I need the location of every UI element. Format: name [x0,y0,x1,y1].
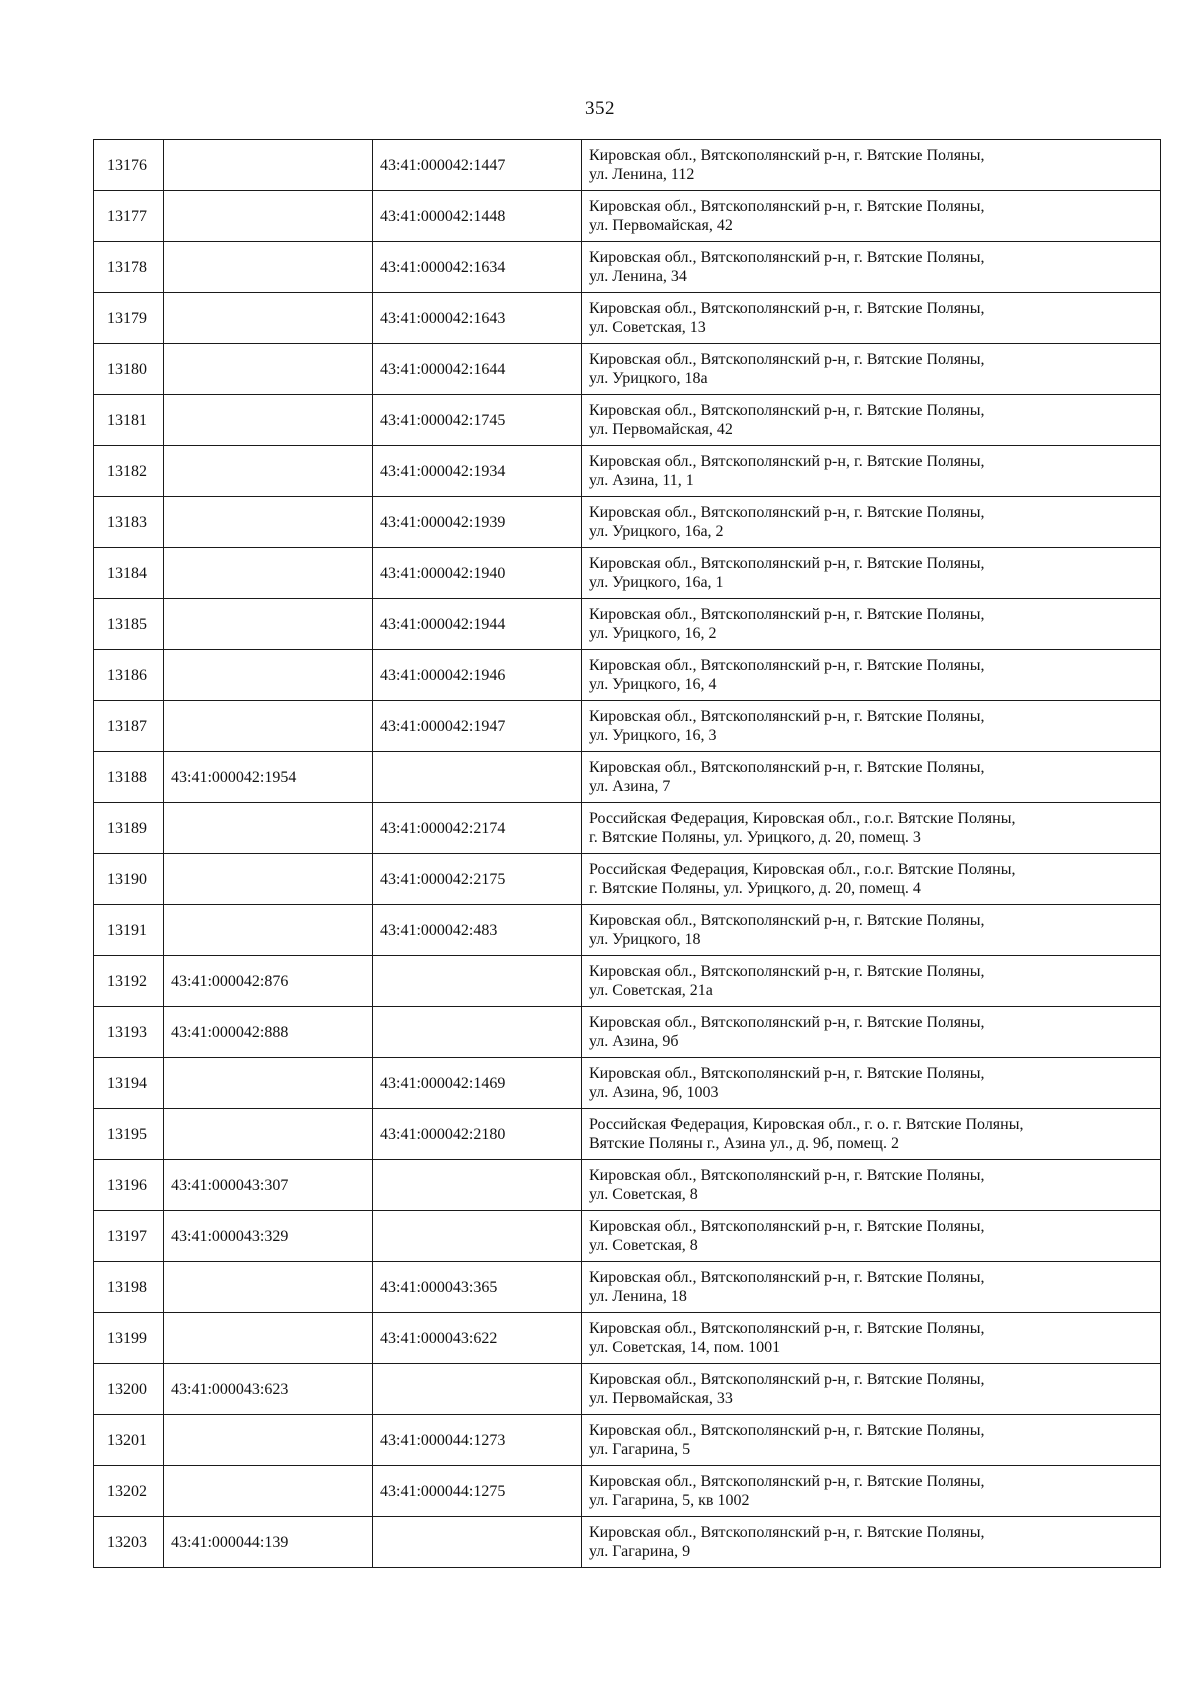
row-number: 13191 [94,905,164,956]
cadastral-number-building: 43:41:000043:329 [164,1211,373,1262]
cadastral-number-building [164,344,373,395]
address-line-2: ул. Ленина, 112 [589,166,695,183]
address-cell [582,548,1161,599]
address-line-1: Кировская обл., Вятскополянский р-н, г. Вятские Поляны, [589,912,985,929]
address-cell [582,1160,1161,1211]
cadastral-number-building [164,140,373,191]
address-line-2: Вятские Поляны г., Азина ул., д. 9б, помещ. 2 [589,1135,899,1152]
address-cell [582,1109,1161,1160]
address-line-2: ул. Советская, 21а [589,982,713,999]
cadastral-number-premises: 43:41:000042:483 [373,905,582,956]
address-line-2: ул. Советская, 8 [589,1186,698,1203]
cadastral-number-premises [373,752,582,803]
address-line-2: ул. Гагарина, 9 [589,1543,691,1560]
address-cell [582,854,1161,905]
address-line-1: Кировская обл., Вятскополянский р-н, г. Вятские Поляны, [589,657,985,674]
cadastral-number-premises: 43:41:000043:622 [373,1313,582,1364]
table-row [94,956,1161,1007]
address-line-2: ул. Азина, 9б [589,1033,679,1050]
cadastral-number-premises: 43:41:000042:2180 [373,1109,582,1160]
address-line-2: ул. Первомайская, 42 [589,421,733,438]
table-row [94,1109,1161,1160]
cadastral-number-building [164,497,373,548]
cadastral-number-premises [373,956,582,1007]
row-number: 13190 [94,854,164,905]
row-number: 13188 [94,752,164,803]
row-number: 13195 [94,1109,164,1160]
address-line-1: Кировская обл., Вятскополянский р-н, г. Вятские Поляны, [589,1167,985,1184]
cadastral-number-premises: 43:41:000042:1934 [373,446,582,497]
row-number: 13179 [94,293,164,344]
cadastral-number-building [164,395,373,446]
cadastral-number-building [164,1262,373,1313]
table-row [94,1262,1161,1313]
cadastral-number-premises: 43:41:000042:1946 [373,650,582,701]
address-cell [582,1058,1161,1109]
cadastral-number-building [164,1058,373,1109]
table-row [94,1007,1161,1058]
address-cell [582,293,1161,344]
address-line-2: ул. Азина, 9б, 1003 [589,1084,719,1101]
cadastral-number-premises: 43:41:000042:1644 [373,344,582,395]
cadastral-number-premises [373,1007,582,1058]
address-cell [582,650,1161,701]
table-row [94,599,1161,650]
cadastral-number-building [164,599,373,650]
cadastral-number-premises: 43:41:000042:1944 [373,599,582,650]
row-number: 13187 [94,701,164,752]
cadastral-number-premises: 43:41:000042:1469 [373,1058,582,1109]
cadastral-number-building [164,650,373,701]
address-cell [582,1313,1161,1364]
table-row [94,497,1161,548]
cadastral-number-building [164,905,373,956]
cadastral-number-premises: 43:41:000042:1940 [373,548,582,599]
address-line-2: ул. Урицкого, 18а [589,370,708,387]
address-cell [582,446,1161,497]
table-row [94,191,1161,242]
address-cell [582,497,1161,548]
row-number: 13198 [94,1262,164,1313]
address-cell [582,701,1161,752]
address-cell [582,956,1161,1007]
table-row [94,803,1161,854]
row-number: 13202 [94,1466,164,1517]
cadastral-number-premises: 43:41:000042:1745 [373,395,582,446]
row-number: 13178 [94,242,164,293]
cadastral-number-building [164,548,373,599]
table-row [94,701,1161,752]
address-line-2: ул. Урицкого, 18 [589,931,701,948]
cadastral-number-premises [373,1517,582,1568]
address-line-2: ул. Гагарина, 5 [589,1441,691,1458]
row-number: 13192 [94,956,164,1007]
cadastral-number-building [164,293,373,344]
cadastral-number-premises [373,1211,582,1262]
address-cell [582,1415,1161,1466]
cadastral-number-building [164,446,373,497]
address-line-2: ул. Урицкого, 16а, 2 [589,523,724,540]
address-line-2: ул. Гагарина, 5, кв 1002 [589,1492,750,1509]
row-number: 13189 [94,803,164,854]
address-line-2: ул. Урицкого, 16, 3 [589,727,717,744]
address-line-1: Кировская обл., Вятскополянский р-н, г. Вятские Поляны, [589,351,985,368]
address-line-1: Российская Федерация, Кировская обл., г.о.г. Вятские Поляны, [589,810,1016,827]
address-cell [582,1262,1161,1313]
row-number: 13201 [94,1415,164,1466]
page-number: 352 [585,98,615,119]
table-row [94,1364,1161,1415]
address-line-1: Кировская обл., Вятскополянский р-н, г. Вятские Поляны, [589,1422,985,1439]
cadastral-number-premises: 43:41:000042:2175 [373,854,582,905]
row-number: 13180 [94,344,164,395]
address-line-2: ул. Первомайская, 42 [589,217,733,234]
table-row [94,140,1161,191]
cadastral-number-premises: 43:41:000042:1634 [373,242,582,293]
address-line-2: ул. Урицкого, 16, 4 [589,676,717,693]
address-line-2: ул. Ленина, 34 [589,268,687,285]
address-line-1: Кировская обл., Вятскополянский р-н, г. Вятские Поляны, [589,453,985,470]
address-line-2: ул. Ленина, 18 [589,1288,687,1305]
address-line-1: Кировская обл., Вятскополянский р-н, г. Вятские Поляны, [589,759,985,776]
cadastral-number-premises: 43:41:000042:2174 [373,803,582,854]
address-line-1: Кировская обл., Вятскополянский р-н, г. Вятские Поляны, [589,1524,985,1541]
cadastral-number-building: 43:41:000043:307 [164,1160,373,1211]
address-line-1: Кировская обл., Вятскополянский р-н, г. Вятские Поляны, [589,1473,985,1490]
cadastral-number-building: 43:41:000042:1954 [164,752,373,803]
cadastral-number-building: 43:41:000043:623 [164,1364,373,1415]
address-cell [582,344,1161,395]
address-cell [582,140,1161,191]
cadastral-number-building [164,701,373,752]
row-number: 13199 [94,1313,164,1364]
row-number: 13184 [94,548,164,599]
address-line-2: ул. Советская, 13 [589,319,706,336]
table-row [94,854,1161,905]
address-cell [582,1364,1161,1415]
table-row [94,1466,1161,1517]
address-cell [582,395,1161,446]
row-number: 13203 [94,1517,164,1568]
cadastral-number-building: 43:41:000044:139 [164,1517,373,1568]
address-line-1: Кировская обл., Вятскополянский р-н, г. Вятские Поляны, [589,1218,985,1235]
address-cell [582,803,1161,854]
table-row [94,548,1161,599]
address-line-2: ул. Урицкого, 16а, 1 [589,574,724,591]
address-line-2: ул. Урицкого, 16, 2 [589,625,717,642]
table-row [94,1211,1161,1262]
table-row [94,752,1161,803]
cadastral-number-premises: 43:41:000044:1273 [373,1415,582,1466]
registry-table-body [94,140,1161,1568]
table-row [94,650,1161,701]
address-line-1: Кировская обл., Вятскополянский р-н, г. Вятские Поляны, [589,249,985,266]
table-row [94,1313,1161,1364]
row-number: 13196 [94,1160,164,1211]
cadastral-number-building [164,242,373,293]
row-number: 13177 [94,191,164,242]
table-row [94,1415,1161,1466]
cadastral-number-premises: 43:41:000043:365 [373,1262,582,1313]
table-row [94,446,1161,497]
row-number: 13194 [94,1058,164,1109]
cadastral-number-premises: 43:41:000042:1947 [373,701,582,752]
address-line-1: Российская Федерация, Кировская обл., г.о.г. Вятские Поляны, [589,861,1016,878]
address-line-1: Кировская обл., Вятскополянский р-н, г. Вятские Поляны, [589,1065,985,1082]
address-line-2: ул. Советская, 8 [589,1237,698,1254]
address-line-1: Кировская обл., Вятскополянский р-н, г. Вятские Поляны, [589,402,985,419]
table-row [94,1058,1161,1109]
table-row [94,242,1161,293]
address-line-1: Кировская обл., Вятскополянский р-н, г. Вятские Поляны, [589,1320,985,1337]
address-line-1: Кировская обл., Вятскополянский р-н, г. Вятские Поляны, [589,1269,985,1286]
address-line-2: ул. Азина, 11, 1 [589,472,694,489]
row-number: 13176 [94,140,164,191]
cadastral-number-premises [373,1364,582,1415]
table-row [94,905,1161,956]
cadastral-number-premises: 43:41:000042:1939 [373,497,582,548]
address-line-1: Российская Федерация, Кировская обл., г. о. г. Вятские Поляны, [589,1116,1024,1133]
cadastral-number-building [164,1109,373,1160]
address-cell [582,1517,1161,1568]
cadastral-number-premises [373,1160,582,1211]
row-number: 13182 [94,446,164,497]
address-cell [582,599,1161,650]
row-number: 13197 [94,1211,164,1262]
address-line-1: Кировская обл., Вятскополянский р-н, г. Вятские Поляны, [589,1014,985,1031]
address-cell [582,1466,1161,1517]
cadastral-number-building: 43:41:000042:888 [164,1007,373,1058]
table-row [94,1517,1161,1568]
address-line-1: Кировская обл., Вятскополянский р-н, г. Вятские Поляны, [589,555,985,572]
address-line-2: ул. Первомайская, 33 [589,1390,733,1407]
table-row [94,395,1161,446]
cadastral-number-building [164,1466,373,1517]
registry-table [93,139,1161,1568]
cadastral-number-building [164,854,373,905]
address-line-1: Кировская обл., Вятскополянский р-н, г. Вятские Поляны, [589,504,985,521]
cadastral-number-building [164,191,373,242]
table-row [94,1160,1161,1211]
address-line-1: Кировская обл., Вятскополянский р-н, г. Вятские Поляны, [589,708,985,725]
cadastral-number-building [164,803,373,854]
address-cell [582,242,1161,293]
row-number: 13185 [94,599,164,650]
address-cell [582,752,1161,803]
address-line-1: Кировская обл., Вятскополянский р-н, г. Вятские Поляны, [589,300,985,317]
cadastral-number-building [164,1313,373,1364]
cadastral-number-building: 43:41:000042:876 [164,956,373,1007]
cadastral-number-premises: 43:41:000042:1643 [373,293,582,344]
row-number: 13193 [94,1007,164,1058]
cadastral-number-premises: 43:41:000044:1275 [373,1466,582,1517]
address-line-1: Кировская обл., Вятскополянский р-н, г. Вятские Поляны, [589,198,985,215]
cadastral-number-premises: 43:41:000042:1447 [373,140,582,191]
address-line-2: ул. Азина, 7 [589,778,671,795]
row-number: 13200 [94,1364,164,1415]
address-line-2: г. Вятские Поляны, ул. Урицкого, д. 20, помещ. 3 [589,829,921,846]
cadastral-number-premises: 43:41:000042:1448 [373,191,582,242]
table-row [94,344,1161,395]
address-cell [582,905,1161,956]
address-line-1: Кировская обл., Вятскополянский р-н, г. Вятские Поляны, [589,963,985,980]
address-line-2: г. Вятские Поляны, ул. Урицкого, д. 20, помещ. 4 [589,880,921,897]
address-line-2: ул. Советская, 14, пом. 1001 [589,1339,781,1356]
row-number: 13181 [94,395,164,446]
row-number: 13183 [94,497,164,548]
address-line-1: Кировская обл., Вятскополянский р-н, г. Вятские Поляны, [589,1371,985,1388]
address-line-1: Кировская обл., Вятскополянский р-н, г. Вятские Поляны, [589,147,985,164]
table-row [94,293,1161,344]
address-line-1: Кировская обл., Вятскополянский р-н, г. Вятские Поляны, [589,606,985,623]
cadastral-number-building [164,1415,373,1466]
address-cell [582,1211,1161,1262]
address-cell [582,1007,1161,1058]
address-cell [582,191,1161,242]
row-number: 13186 [94,650,164,701]
